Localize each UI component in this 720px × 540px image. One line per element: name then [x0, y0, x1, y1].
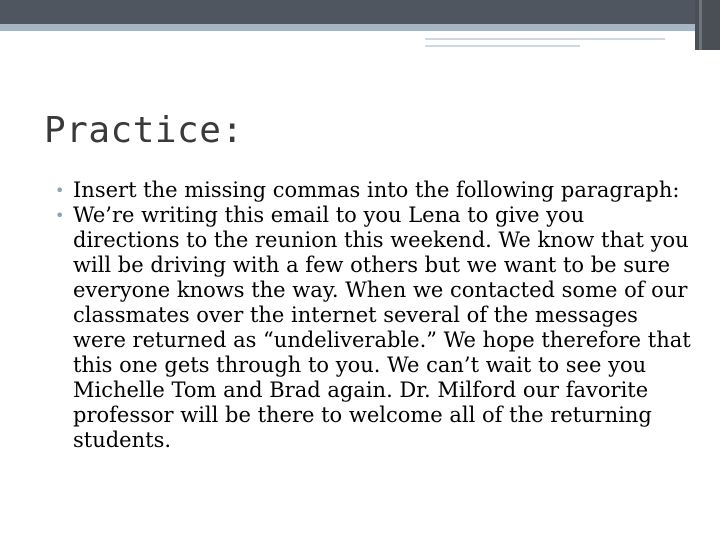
bullet-icon: •	[55, 181, 65, 200]
accent-line-lower	[425, 45, 580, 47]
accent-line-upper	[425, 38, 665, 40]
bullet-item-paragraph	[55, 203, 695, 453]
header-corner-block	[695, 0, 720, 50]
bullet-item-instruction	[55, 178, 695, 203]
bullet-icon: •	[55, 206, 65, 225]
header-band	[0, 0, 720, 24]
header-rule	[0, 24, 720, 31]
bullet-list	[55, 178, 695, 453]
slide-title: Practice:	[44, 110, 244, 151]
bullet-text: Insert the missing commas into the following paragraph:	[73, 178, 680, 202]
bullet-text: We’re writing this email to you Lena to give you directions to the reunion this weekend. We know that you will be driving with a few others but we want to be sure everyone knows the way. When we contacted some of our classmates over the internet several of the messages were returned as “undeliverable.” We hope therefore that this one gets through to you. We can’t wait to see you Michelle Tom and Brad again. Dr. Milford our favorite professor will be there to welcome all of the returning students.	[73, 203, 691, 452]
